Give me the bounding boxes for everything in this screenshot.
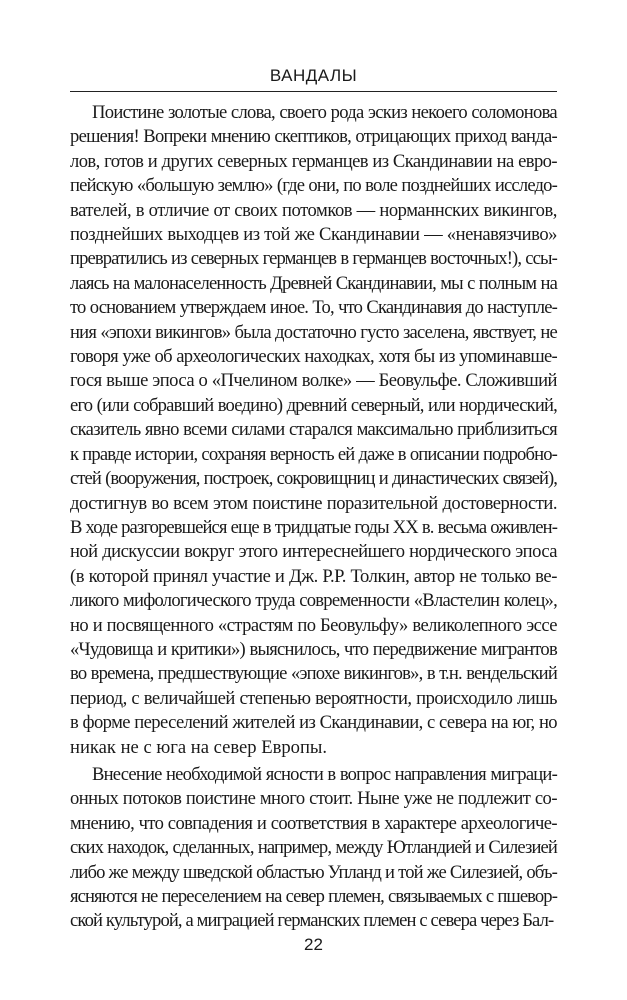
text-line: вателей, в отличие от своих потомков — норманнских викингов,: [70, 199, 557, 221]
header-rule: [70, 91, 557, 92]
text-line: лов, готов и других северных германцев из Скандинавии на евро-: [70, 150, 557, 172]
text-line: но и посвященного «страстям по Беовульфу» великолепного эссе: [70, 614, 557, 636]
text-line: либо же между шведской областью Упланд и той же Силезией, объ-: [70, 861, 557, 883]
text-line: гося выше эпоса о «Пчелином волке» — Беовульфе. Сложивший: [70, 370, 557, 392]
text-line: во времена, предшествующие «эпохе викингов», в т.н. вендельский: [70, 663, 557, 685]
text-line: ния «эпохи викингов» была достаточно густо заселена, явствует, не: [70, 321, 557, 343]
text-line: ских находок, сделанных, например, между Ютландией и Силезией: [70, 837, 557, 859]
text-line: то основанием утверждаем иное. То, что Скандинавия до наступле-: [70, 297, 557, 319]
text-line: к правде истории, сохраняя верность ей даже в описании подробно-: [70, 443, 557, 465]
text-line: пейскую «большую землю» (где они, по воле позднейших исследо-: [70, 175, 557, 197]
text-line: говоря уже об археологических находках, хотя бы из упоминавше-: [70, 346, 557, 368]
text-line: В ходе разгоревшейся еще в тридцатые годы XX в. весьма оживлен-: [70, 516, 557, 538]
text-line: Внесение необходимой ясности в вопрос направления миграци-: [92, 763, 557, 785]
text-line: ской культурой, а миграцией германских племен с севера через Бал-: [70, 910, 554, 932]
text-line: период, с величайшей степенью вероятности, происходило лишь: [70, 687, 557, 709]
text-line: лаясь на малонаселенность Древней Скандинавии, мы с полным на: [70, 272, 557, 294]
text-line: позднейших выходцев из той же Скандинавии — «ненавязчиво»: [70, 224, 557, 246]
paragraph: [70, 763, 557, 934]
text-line: никак не с юга на север Европы.: [70, 736, 328, 758]
text-line: стей (вооружения, построек, сокровищниц и династических связей),: [70, 468, 557, 490]
body-text: [70, 101, 557, 934]
page-number: 22: [304, 935, 323, 954]
text-line: «Чудовища и критики») выяснилось, что передвижение мигрантов: [70, 638, 557, 660]
running-title: ВАНДАЛЫ: [269, 66, 358, 85]
text-line: достигнув во всем этом поистине поразительной достоверности.: [70, 492, 557, 514]
text-line: ной дискуссии вокруг этого интереснейшего нордического эпоса: [70, 541, 557, 563]
text-line: (в которой принял участие и Дж. Р.Р. Толкин, автор не только ве-: [70, 565, 557, 587]
text-line: решения! Вопреки мнению скептиков, отрицающих приход ванда-: [70, 126, 557, 148]
text-line: сказитель явно всеми силами старался максимально приблизиться: [70, 419, 557, 441]
text-line: превратились из северных германцев в германцев восточных!), ссы-: [70, 248, 557, 270]
text-line: онных потоков поистине много стоит. Ныне уже не подлежит со-: [70, 788, 557, 810]
text-line: его (или собравший воедино) древний северный, или нордический,: [70, 394, 557, 416]
text-line: ликого мифологического труда современности «Властелин колец»,: [70, 590, 557, 612]
text-line: ясняются не переселением на север племен, связываемых с пшевор-: [70, 886, 557, 907]
text-line: мнению, что совпадения и соответствия в характере археологиче-: [70, 812, 557, 834]
text-line: Поистине золотые слова, своего рода эскиз некоего соломонова: [92, 102, 557, 123]
text-line: в форме переселений жителей из Скандинавии, с севера на юг, но: [70, 712, 557, 734]
paragraph: [70, 101, 557, 760]
